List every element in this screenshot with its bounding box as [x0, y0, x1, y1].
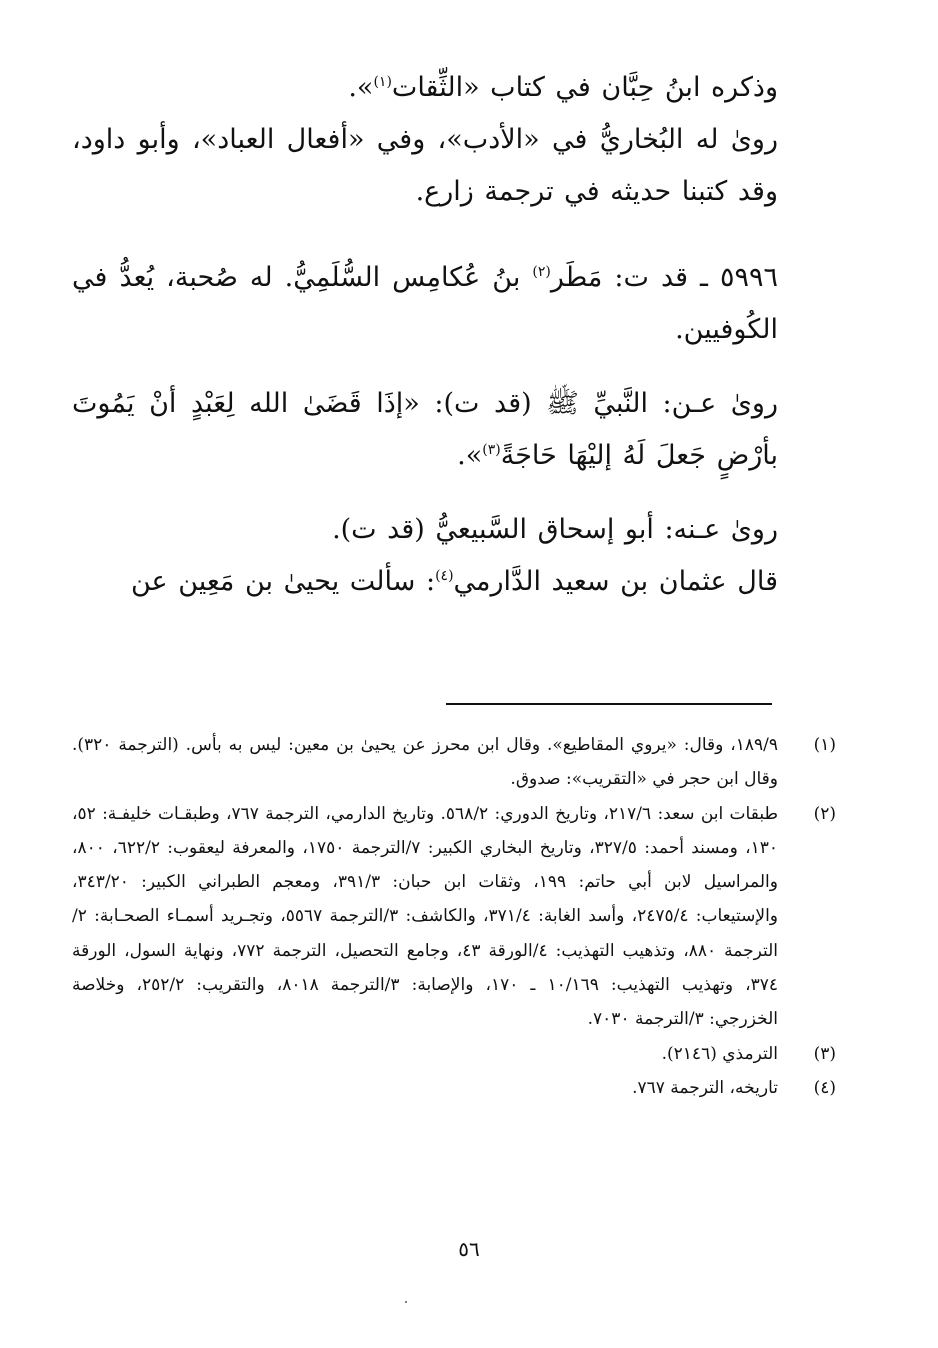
footnote-number: (٣): [813, 1043, 836, 1064]
footnote-3: [72, 1037, 836, 1071]
footnote-text: تاريخه، الترجمة ٧٦٧.: [632, 1077, 778, 1098]
page-number: ٥٦: [458, 1237, 480, 1261]
footnote-text: ١٨٩/٩، وقال: «يروي المقاطيع». وقال ابن محرز عن يحيىٰ بن معين: ليس به بأس. (الترجمة ٣٢٠). وقال ابن حجر في «التقريب»: صدوق.: [72, 735, 778, 790]
footnote-number: (٤): [813, 1077, 836, 1098]
darimi-text-end: : سألت يحيىٰ بن مَعِين عن: [130, 566, 436, 597]
footnote-4: [72, 1071, 836, 1105]
hadith-end: ».: [457, 440, 483, 471]
hadith-paragraph: [72, 378, 778, 482]
footnote-1: [72, 728, 836, 797]
entry-heading: [72, 252, 778, 356]
darimi-paragraph: [72, 556, 778, 608]
footnote-ref-3[interactable]: (٣): [482, 442, 501, 458]
footnote-ref-4[interactable]: (٤): [435, 568, 454, 584]
paragraph-end: ».: [348, 72, 374, 103]
paragraph-ibn-hibban: [72, 62, 778, 114]
footnote-text: طبقات ابن سعد: ٢١٧/٦، وتاريخ الدوري: ٥٦٨/٢. وتاريخ الدارمي، الترجمة ٧٦٧، وطبقـات خليفـة: ٥٢، ١٣٠، ومسند أحمد: ٣٢٧/٥، وتاريخ البخاري الكبير: ٧/الترجمة ١٧٥٠، والمعرفة ليعقوب: ٦٢٢/٢، ٨٠٠، والمراسيل لابن أبي حاتم: ١٩٩، وثقات ابن حبان: ٣٩١/٣، ومعجم الطبراني الكبير: ٣٤٣/٢٠، والإستيعاب: ٢٤٧٥/٤، وأسد الغابة: ٣٧١/٤، والكاشف: ٣/الترجمة ٥٥٦٧، وتجـريد أسمـاء الصحـابة: ٢/الترجمة ٨٨٠، وتذهيب التهذيب: ٤/الورقة ٤٣، وجامع التحصيل، الترجمة ٧٧٢، ونهاية السول، الورقة ٣٧٤، وتهذيب التهذيب: ١٠/١٦٩ ـ ١٧٠، والإصابة: ٣/الترجمة ٨٠١٨، والتقريب: ٢٥٢/٢، وخلاصة الخزرجي: ٣/الترجمة ٧٠٣٠.: [72, 803, 779, 1030]
paragraph-bukhari: روىٰ له البُخاريُّ في «الأدب»، وفي «أفعال العباد»، وأبو داود، وقد كتبنا حديثه في ترجمة زارع.: [72, 124, 778, 207]
footnote-text: الترمذي (٢١٤٦).: [661, 1043, 778, 1064]
narrators-paragraph: روىٰ عـنه: أبو إسحاق السَّبيعيُّ (قد ت).: [332, 514, 778, 545]
footnote-number: (١): [813, 735, 836, 755]
footnote-number: (٢): [813, 803, 836, 824]
footnote-ref-1[interactable]: (١): [373, 74, 392, 90]
footnote-separator: [446, 703, 772, 705]
footnotes: [72, 728, 836, 1105]
entry-description: بنُ عُكامِس السُّلَمِيُّ. له صُحبة، يُعدُّ في الكُوفيين.: [72, 262, 778, 345]
paragraph-text: وذكره ابنُ حِبَّان في كتاب «الثِّقات: [391, 72, 778, 103]
entry-title: ٥٩٩٦ ـ قد ت: مَطَر: [550, 262, 779, 293]
footnote-ref-2[interactable]: (٢): [532, 264, 551, 280]
main-text: [72, 62, 778, 608]
footnote-2: [72, 797, 836, 1037]
scan-speck: [405, 1301, 407, 1303]
darimi-text: قال عثمان بن سعيد الدَّارمي: [453, 566, 778, 597]
hadith-text: روىٰ عـن: النَّبيِّ ﷺ (قد ت): «إذَا قَضَىٰ الله لِعَبْدٍ أنْ يَمُوتَ بأرْضٍ جَعلَ لَهُ إليْهَا حَاجَةً: [72, 388, 778, 471]
